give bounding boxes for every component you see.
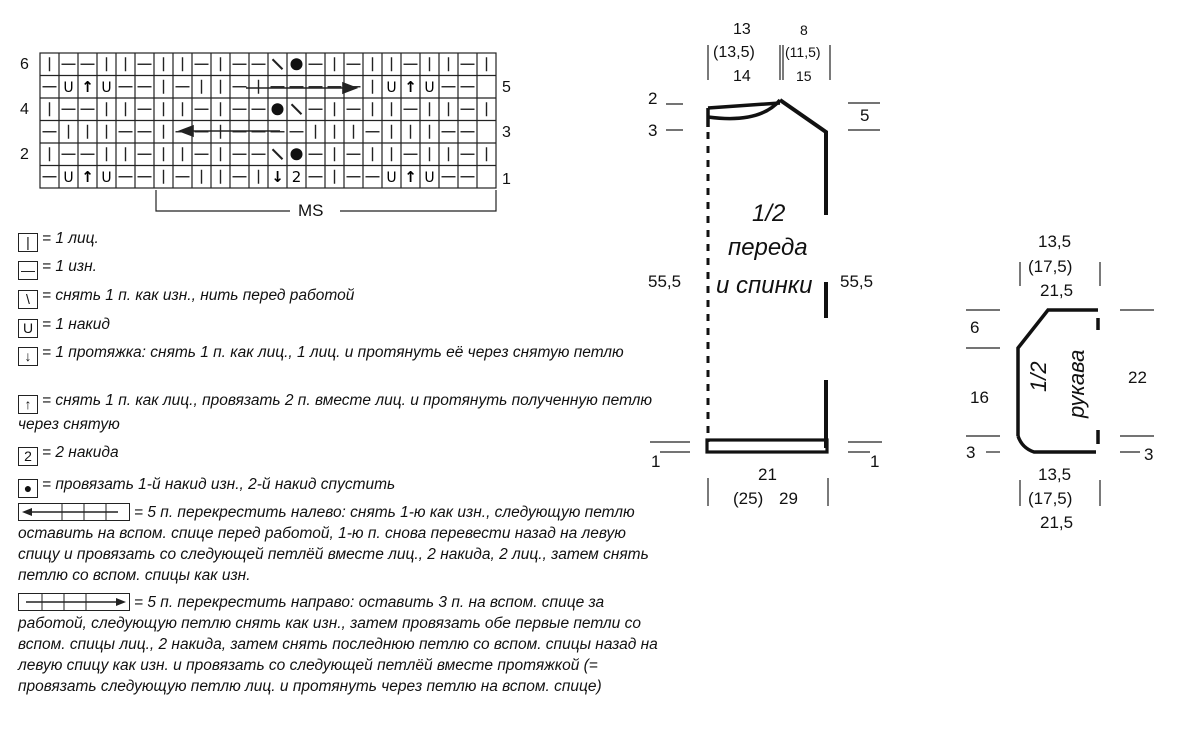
body-top-left-b: (13,5)	[713, 44, 755, 61]
stitch-chart-grid	[40, 53, 496, 188]
body-top-right-b: (11,5)	[785, 44, 821, 60]
body-bottom-b: (25)	[733, 489, 764, 508]
row-number-4: 4	[20, 101, 29, 118]
sleeve-title-1: 1/2	[1026, 361, 1051, 392]
legend-item: ↑ = снять 1 п. как лиц., провязать 2 п. вместе лиц. и протянуть полученную петлю через снятую	[18, 392, 653, 433]
legend-item: | = 1 лиц.	[18, 228, 99, 252]
sleeve-bottom-b: (17,5)	[1028, 489, 1073, 508]
legend-item: \ = снять 1 п. как изн., нить перед работой	[18, 285, 354, 309]
sleeve-bottom-a: 13,5	[1038, 465, 1072, 484]
body-left-height: 55,5	[648, 272, 682, 291]
chart-symbol	[272, 103, 284, 115]
row-number-3: 3	[502, 124, 511, 141]
chart-arrow-right	[246, 83, 356, 93]
body-left-3: 3	[648, 121, 658, 140]
chart-symbol: U	[63, 169, 74, 186]
dot-icon: ●	[18, 479, 38, 498]
sleeve-right-22: 22	[1128, 368, 1147, 387]
chart-symbol: 2	[291, 167, 302, 186]
body-left-2: 2	[648, 89, 658, 108]
body-left-1: 1	[651, 452, 661, 471]
pull-through-up-icon: ↑	[18, 395, 38, 414]
body-right-5: 5	[860, 106, 870, 125]
chart-symbol	[291, 148, 303, 160]
chart-symbol	[273, 149, 283, 159]
ms-label: MS	[298, 201, 324, 220]
body-top-right-c: 15	[796, 68, 812, 84]
cross-right-icon	[18, 593, 130, 611]
body-top-left-c: 14	[733, 68, 751, 85]
chart-symbol: ↑	[404, 167, 417, 186]
double-yarn-over-icon: 2	[18, 447, 38, 466]
legend-cross-left: = 5 п. перекрестить налево: снять 1-ю как изн., следующую петлю оставить на вспом. спице перед работой, 1-ю п. снова перевести назад на левую спицу и провязать со следующей петлёй вместе лиц., 2 накида, 2 лиц., затем снять петлю со вспом. спицы как изн.	[18, 504, 649, 584]
legend-item: U = 1 накид	[18, 314, 110, 338]
body-title-3: и спинки	[716, 272, 813, 299]
row-number-5: 5	[502, 79, 511, 96]
chart-symbol: U	[424, 169, 435, 186]
body-right-1: 1	[870, 452, 880, 471]
body-right-height: 55,5	[840, 272, 874, 291]
row-number-6: 6	[20, 56, 29, 73]
chart-symbol	[273, 59, 283, 69]
chart-symbol: U	[63, 79, 74, 96]
body-bottom-c: 29	[779, 489, 798, 508]
legend-item: ● = провязать 1-й накид изн., 2-й накид спустить	[18, 474, 395, 498]
chart-symbol: U	[424, 79, 435, 96]
row-number-1: 1	[502, 171, 511, 188]
chart-symbol: ↑	[404, 77, 417, 96]
yarn-over-icon: U	[18, 319, 38, 338]
slip-purlwise-icon: \	[18, 290, 38, 309]
legend-item: — = 1 изн.	[18, 256, 97, 280]
chart-symbol: ↓	[271, 167, 284, 186]
cross-left-icon	[18, 503, 130, 521]
sleeve-top-a: 13,5	[1038, 232, 1072, 251]
chart-symbol: U	[386, 79, 397, 96]
purl-icon: —	[18, 261, 38, 280]
body-title-1: 1/2	[752, 200, 786, 227]
sleeve-left-6: 6	[970, 318, 980, 337]
body-top-left-a: 13	[733, 21, 751, 38]
sleeve-left-3: 3	[966, 443, 976, 462]
ms-bracket	[156, 190, 496, 211]
chart-symbol: U	[101, 169, 112, 186]
legend-item: ↓ = 1 протяжка: снять 1 п. как лиц., 1 лиц. и протянуть её через снятую петлю	[18, 342, 678, 366]
chart-symbol	[292, 104, 302, 114]
sleeve-top-c: 21,5	[1040, 281, 1074, 300]
legend-item: 2 = 2 накида	[18, 442, 119, 466]
chart-symbol: U	[386, 169, 397, 186]
legend-cross-right: = 5 п. перекрестить направо: оставить 3 п. на вспом. спице за работой, следующую петлю снять как изн., затем провязать обе первые петли со вспом. спицы лиц., 2 накида, затем снять последнюю петлю со вспом. спицы назад на левую спицу как изн. и провязать со следующей петлёй вместе протяжкой (= провязать следующую петлю лиц. и протянуть через петлю на вспом. спице)	[18, 594, 658, 695]
body-top-right-a: 8	[800, 22, 808, 38]
sleeve-left-16: 16	[970, 388, 989, 407]
knit-icon: |	[18, 233, 38, 252]
chart-symbol: U	[101, 79, 112, 96]
sleeve-right-3: 3	[1144, 445, 1154, 464]
pull-through-down-icon: ↓	[18, 347, 38, 366]
sleeve-top-b: (17,5)	[1028, 257, 1073, 276]
body-bottom-a: 21	[758, 465, 777, 484]
sleeve-bottom-c: 21,5	[1040, 513, 1074, 532]
chart-symbol: ↑	[81, 77, 94, 96]
chart-symbol: ↑	[81, 167, 94, 186]
row-number-2: 2	[20, 146, 29, 163]
chart-symbol	[291, 58, 303, 70]
sleeve-title-2: рукава	[1064, 349, 1089, 418]
body-title-2: переда	[728, 234, 808, 261]
